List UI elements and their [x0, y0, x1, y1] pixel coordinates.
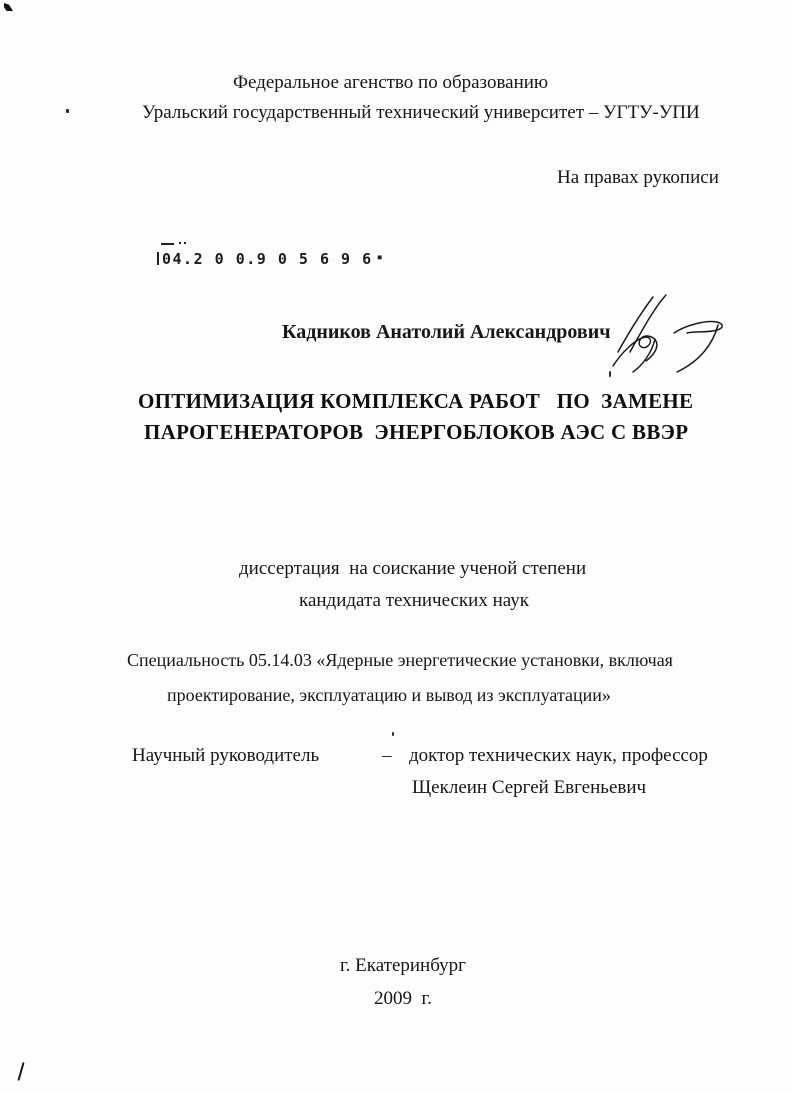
supervisor-name: Щеклеин Сергей Евгеньевич	[412, 777, 647, 798]
supervisor-label: Научный руководитель	[132, 745, 320, 766]
stamp-overdot	[184, 242, 186, 244]
scan-speck	[66, 109, 69, 113]
university-line: Уральский государственный технический университет – УГТУ-УПИ	[142, 102, 700, 123]
stamp-overdot	[179, 242, 181, 244]
stamp-number: 04.2 0 0.9 0 5 6 9 6	[162, 250, 373, 268]
specialty-line-1: Специальность 05.14.03 «Ядерные энергетические установки, включая	[127, 650, 673, 670]
stamp-tick	[157, 252, 159, 265]
scan-speck	[609, 371, 611, 377]
stamp-overbar	[161, 243, 174, 245]
scan-slash-mark	[17, 1062, 24, 1081]
scan-speck	[392, 732, 394, 736]
supervisor-dash: –	[382, 745, 392, 766]
year-line: 2009 г.	[374, 988, 432, 1009]
stamp-end-mark: ▪	[376, 252, 383, 263]
author-signature	[612, 292, 767, 377]
title-line-2: ПАРОГЕНЕРАТОРОВ ЭНЕРГОБЛОКОВ АЭС С ВВЭР	[144, 420, 689, 444]
manuscript-note: На правах рукописи	[557, 167, 719, 188]
degree-pursuit-line-1: диссертация на соискание ученой степени	[239, 558, 587, 579]
degree-pursuit-line-2: кандидата технических наук	[299, 590, 529, 611]
supervisor-degree: доктор технических наук, профессор	[409, 745, 708, 766]
title-line-1: ОПТИМИЗАЦИЯ КОМПЛЕКСА РАБОТ ПО ЗАМЕНЕ	[138, 389, 694, 413]
scan-corner-blob	[4, 3, 13, 11]
agency-line: Федеральное агенство по образованию	[233, 72, 549, 93]
city-line: г. Екатеринбург	[340, 955, 466, 976]
specialty-line-2: проектирование, эксплуатацию и вывод из эксплуатации»	[167, 685, 611, 705]
author-name: Кадников Анатолий Александрович	[282, 321, 611, 343]
catalog-stamp	[162, 250, 383, 268]
